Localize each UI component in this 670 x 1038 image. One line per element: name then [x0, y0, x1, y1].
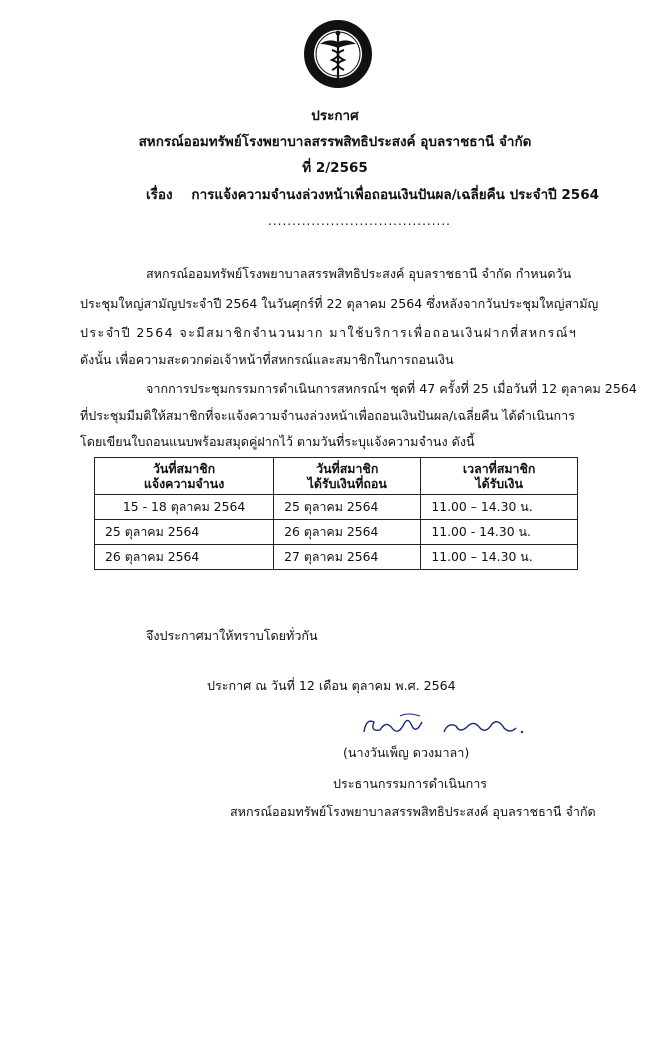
cell-notify-date: 25 ตุลาคม 2564 — [95, 520, 274, 545]
caduceus-seal-icon — [302, 18, 374, 90]
paragraph1-line2: ประชุมใหญ่สามัญประจำปี 2564 ในวันศุกร์ที่ 22 ตุลาคม 2564 ซึ่งหลังจากวันประชุมใหญ่สามัญ — [80, 296, 599, 311]
paragraph1-line4: ดังนั้น เพื่อความสะดวกต่อเจ้าหน้าที่สหกรณ์และสมาชิกในการถอนเงิน — [80, 352, 454, 367]
table-row — [95, 545, 578, 570]
cell-notify-date: 15 - 18 ตุลาคม 2564 — [95, 495, 274, 520]
header-receive-time: เวลาที่สมาชิก ได้รับเงิน — [421, 458, 578, 495]
separator-dots: ...................................... — [268, 214, 451, 228]
cell-receive-time: 11.00 - 14.30 น. — [421, 520, 578, 545]
handwritten-signature — [360, 710, 530, 744]
document-title: ประกาศ — [311, 108, 359, 124]
closing-statement: จึงประกาศมาให้ทราบโดยทั่วกัน — [146, 628, 318, 643]
paragraph1-line1: สหกรณ์ออมทรัพย์โรงพยาบาลสรรพสิทธิประสงค์ อุบลราชธานี จำกัด กำหนดวัน — [146, 266, 572, 281]
cell-receive-time: 11.00 – 14.30 น. — [421, 545, 578, 570]
announcement-number: ที่ 2/2565 — [302, 160, 368, 176]
organization-name: สหกรณ์ออมทรัพย์โรงพยาบาลสรรพสิทธิประสงค์ อุบลราชธานี จำกัด — [138, 134, 532, 150]
signer-position: ประธานกรรมการดำเนินการ — [333, 776, 488, 791]
header-receive-date: วันที่สมาชิก ได้รับเงินที่ถอน — [274, 458, 421, 495]
header-notify-date: วันที่สมาชิก แจ้งความจำนง — [95, 458, 274, 495]
cell-receive-time: 11.00 – 14.30 น. — [421, 495, 578, 520]
table-row — [95, 520, 578, 545]
table-header-row — [95, 458, 578, 495]
cell-receive-date: 25 ตุลาคม 2564 — [274, 495, 421, 520]
paragraph1-line3: ประจำปี 2564 จะมีสมาชิกจำนวนมาก มาใช้บริการเพื่อถอนเงินฝากที่สหกรณ์ฯ — [80, 325, 578, 340]
withdrawal-schedule-table — [94, 457, 578, 570]
subject-line — [146, 183, 599, 205]
signer-name: (นางวันเพ็ญ ดวงมาลา) — [343, 745, 470, 760]
cell-receive-date: 27 ตุลาคม 2564 — [274, 545, 421, 570]
table-row — [95, 495, 578, 520]
cell-notify-date: 26 ตุลาคม 2564 — [95, 545, 274, 570]
announcement-dateline: ประกาศ ณ วันที่ 12 เดือน ตุลาคม พ.ศ. 2564 — [207, 678, 456, 693]
signer-organization: สหกรณ์ออมทรัพย์โรงพยาบาลสรรพสิทธิประสงค์ อุบลราชธานี จำกัด — [230, 804, 596, 819]
paragraph2-line1: จากการประชุมกรรมการดำเนินการสหกรณ์ฯ ชุดที่ 47 ครั้งที่ 25 เมื่อวันที่ 12 ตุลาคม 2564 — [146, 381, 637, 396]
paragraph2-line3: โดยเขียนใบถอนแนบพร้อมสมุดคู่ฝากไว้ ตามวันที่ระบุแจ้งความจำนง ดังนี้ — [80, 434, 475, 449]
subject-label: เรื่อง — [146, 187, 173, 203]
paragraph2-line2: ที่ประชุมมีมติให้สมาชิกที่จะแจ้งความจำนงล่วงหน้าเพื่อถอนเงินปันผล/เฉลี่ยคืน ได้ดำเนินการ — [80, 408, 575, 423]
subject-text: การแจ้งความจำนงล่วงหน้าเพื่อถอนเงินปันผล/เฉลี่ยคืน ประจำปี 2564 — [191, 187, 599, 203]
cell-receive-date: 26 ตุลาคม 2564 — [274, 520, 421, 545]
